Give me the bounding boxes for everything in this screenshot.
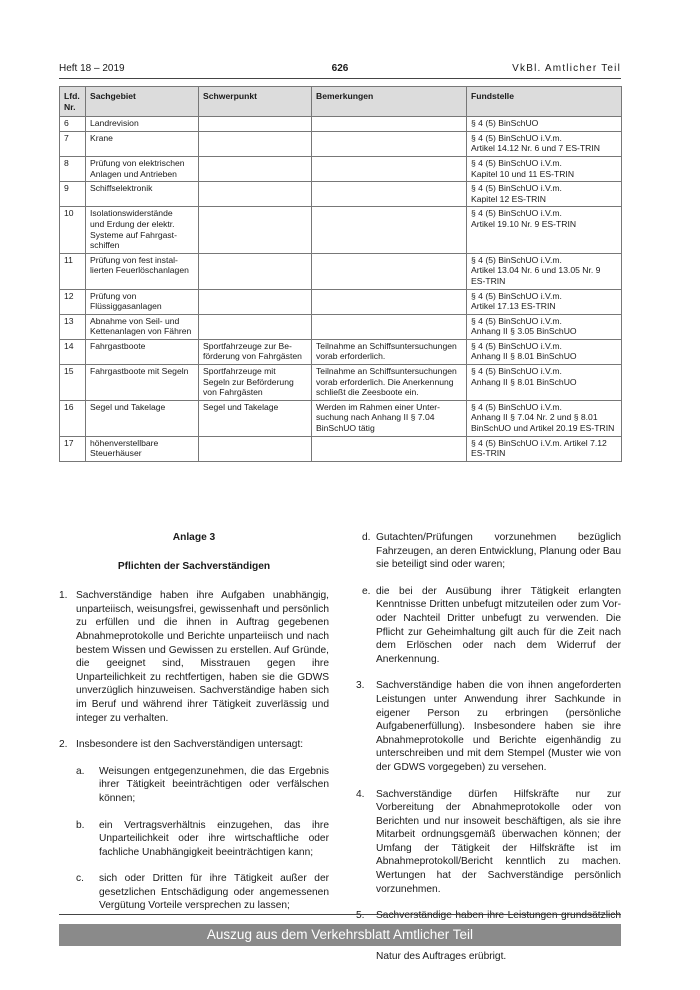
cell-bemerkungen	[312, 117, 467, 132]
sub-item-c	[59, 872, 329, 913]
sub-item-letter: b.	[76, 819, 85, 831]
cell-nr: 7	[60, 131, 86, 156]
cell-bemerkungen	[312, 253, 467, 289]
anlage-title: Anlage 3	[172, 532, 216, 543]
header-fundstelle: Fundstelle	[467, 87, 622, 117]
sub-item-d	[352, 531, 621, 572]
anlage-subtitle: Pflichten der Sachverständigen	[117, 560, 271, 572]
sub-item-letter: c.	[76, 873, 84, 885]
cell-nr: 11	[60, 253, 86, 289]
cell-nr: 14	[60, 339, 86, 364]
table-row	[60, 207, 622, 253]
table-row	[60, 339, 622, 364]
sub-item-letter: d.	[362, 532, 371, 543]
cell-fundstelle: § 4 (5) BinSchUO i.V.m. Anhang II § 3.05 BinSchUO	[467, 314, 622, 339]
sub-item-text: sich oder Dritten für ihre Tätigkeit außer der gesetzlichen Entschädigung oder angemessenen Vergütung Vorteile versprechen zu lassen;	[99, 873, 329, 912]
footer-divider	[59, 914, 621, 915]
cell-sachgebiet: Prüfung von elektrischen Anlagen und Antrieben	[86, 156, 199, 181]
cell-bemerkungen	[312, 436, 467, 461]
cell-fundstelle: § 4 (5) BinSchUO i.V.m. Artikel 19.10 Nr. 9 ES-TRIN	[467, 207, 622, 253]
table-row	[60, 253, 622, 289]
item-text: Sachverständige dürfen Hilfskräfte nur zur Vorbereitung der Abnahmeprotokolle oder von Berichten und nur insoweit beschäftigen, als sie ihre Mitarbeit ordnungsgemäß überwachen können; der Umfang der Tätigkeit der Hilfskräfte ist im Abnahmeprotokoll/Bericht kenntlich zu machen. Wertungen hat der Sachverständige persönlich vorzunehmen.	[376, 788, 621, 895]
duty-item-4	[352, 788, 621, 897]
cell-nr: 12	[60, 289, 86, 314]
cell-schwerpunkt: Segel und Takelage	[199, 400, 312, 436]
page-header	[59, 63, 621, 77]
cell-fundstelle: § 4 (5) BinSchUO i.V.m. Anhang II § 8.01 BinSchUO	[467, 339, 622, 364]
cell-bemerkungen: Werden im Rahmen einer Unter- suchung nach Anhang II § 7.04 BinSchUO tätig	[312, 400, 467, 436]
cell-sachgebiet: Prüfung von fest instal- lierten Feuerlöschanlagen	[86, 253, 199, 289]
cell-nr: 6	[60, 117, 86, 132]
sub-item-text: Weisungen entgegenzunehmen, die das Ergebnis ihrer Tätigkeit beeinträchtigen oder verfälschen können;	[99, 765, 329, 804]
footer-banner: Auszug aus dem Verkehrsblatt Amtlicher Teil	[59, 924, 621, 946]
item-number: 4.	[356, 788, 365, 800]
cell-bemerkungen: Teilnahme an Schiffsuntersuchungen vorab erforderlich.	[312, 339, 467, 364]
right-column	[352, 531, 621, 977]
cell-schwerpunkt	[199, 436, 312, 461]
cell-bemerkungen: Teilnahme an Schiffsuntersuchungen vorab erforderlich. Die Anerkennung schließt die Zeesboote ein.	[312, 365, 467, 401]
cell-bemerkungen	[312, 131, 467, 156]
cell-fundstelle: § 4 (5) BinSchUO i.V.m. Kapitel 10 und 11 ES-TRIN	[467, 156, 622, 181]
table-row	[60, 117, 622, 132]
table-row	[60, 131, 622, 156]
cell-sachgebiet: höhenverstellbare Steuerhäuser	[86, 436, 199, 461]
cell-schwerpunkt: Sportfahrzeuge mit Segeln zur Beförderung von Fahrgästen	[199, 365, 312, 401]
item-text: Sachverständige haben ihre Aufgaben unabhängig, unparteiisch, weisungsfrei, gewissenhaft und persönlich zu erfüllen und die ihnen in Auftrag gegebenen Abnahmeprotokolle und Berichte unparteiisch und nach bestem Wissen und Gewissen zu erstellen. Auf Gründe, die geeignet sind, Misstrauen gegen ihre Unparteilichkeit zu rechtfertigen, haben sie die GDWS unverzüglich hinzuweisen. Sachverständige haben sich im Beruf und während ihrer Tätigkeit zuverlässig und integer zu verhalten.	[76, 590, 329, 724]
cell-bemerkungen	[312, 314, 467, 339]
cell-bemerkungen	[312, 156, 467, 181]
cell-sachgebiet: Krane	[86, 131, 199, 156]
cell-sachgebiet: Fahrgastboote	[86, 339, 199, 364]
table-row	[60, 314, 622, 339]
cell-nr: 15	[60, 365, 86, 401]
cell-nr: 16	[60, 400, 86, 436]
item-text: Sachverständige haben die von ihnen angeforderten Leistungen unter Anwendung ihrer Sachkunde in eigener Person zu erbringen (persönliche Aufgabenerfüllung). Insbesondere haben sie ihre Abnahmeprotokolle und Berichte eigenhändig zu unterschreiben und mit dem Stempel (Muster wie von der GDWS vorgegeben) zu versehen.	[376, 680, 621, 773]
duty-item-2	[59, 738, 329, 752]
table-row	[60, 365, 622, 401]
table-row	[60, 400, 622, 436]
cell-fundstelle: § 4 (5) BinSchUO i.V.m. Anhang II § 8.01 BinSchUO	[467, 365, 622, 401]
cell-bemerkungen	[312, 289, 467, 314]
cell-schwerpunkt	[199, 156, 312, 181]
cell-fundstelle: § 4 (5) BinSchUO i.V.m. Artikel 13.04 Nr. 6 und 13.05 Nr. 9 ES-TRIN	[467, 253, 622, 289]
item-number: 5.	[356, 910, 365, 922]
cell-schwerpunkt	[199, 289, 312, 314]
cell-schwerpunkt	[199, 207, 312, 253]
cell-fundstelle: § 4 (5) BinSchUO i.V.m. Artikel 14.12 Nr. 6 und 7 ES-TRIN	[467, 131, 622, 156]
table-row	[60, 156, 622, 181]
cell-fundstelle: § 4 (5) BinSchUO i.V.m. Anhang II § 7.04 Nr. 2 und § 8.01 BinSchUO und Artikel 20.19 ES-TRIN	[467, 400, 622, 436]
cell-sachgebiet: Schiffselektronik	[86, 182, 199, 207]
cell-sachgebiet: Fahrgastboote mit Segeln	[86, 365, 199, 401]
cell-schwerpunkt	[199, 131, 312, 156]
sub-item-b	[59, 819, 329, 860]
cell-fundstelle: § 4 (5) BinSchUO i.V.m. Kapitel 12 ES-TRIN	[467, 182, 622, 207]
sub-item-text: die bei der Ausübung ihrer Tätigkeit erlangten Kenntnisse Dritten unbefugt mitzuteilen oder zum Vor- oder Nachteil Dritter unbefugt zu verwenden. Die Pflicht zur Geheimhaltung gilt auch für die Zeit nach dem Erlöschen oder nach dem Widerruf der Anerkennung.	[376, 585, 621, 665]
item-number: 3.	[356, 680, 365, 692]
fundstellen-table	[59, 86, 622, 462]
publication-label: VkBl. Amtlicher Teil	[512, 63, 621, 74]
sub-item-letter: a.	[76, 765, 85, 777]
sub-item-a	[59, 765, 329, 806]
item-text: Sachverständige haben ihre Leistungen grundsätzlich Natur des Auftrages erübrigt.	[376, 910, 621, 963]
duty-item-3	[352, 679, 621, 774]
sub-item-text: Gutachten/Prüfungen vorzunehmen bezüglich Fahrzeugen, an deren Entwicklung, Planung oder Bau sie beteiligt sind oder waren;	[376, 532, 621, 571]
cell-sachgebiet: Segel und Takelage	[86, 400, 199, 436]
cell-sachgebiet: Landrevision	[86, 117, 199, 132]
cell-nr: 9	[60, 182, 86, 207]
cell-fundstelle: § 4 (5) BinSchUO i.V.m. Artikel 7.12 ES-TRIN	[467, 436, 622, 461]
header-schwerpunkt: Schwerpunkt	[199, 87, 312, 117]
item-number: 1.	[59, 590, 68, 602]
cell-schwerpunkt	[199, 182, 312, 207]
duty-item-1	[59, 589, 329, 725]
table-row	[60, 289, 622, 314]
header-sachgebiet: Sachgebiet	[86, 87, 199, 117]
table-body	[60, 117, 622, 462]
item-number: 2.	[59, 739, 68, 751]
sub-item-text: ein Vertragsverhältnis einzugehen, das ihre Unparteilichkeit oder ihre wirtschaftliche oder fachliche Unabhängigkeit beeinträchtigen kann;	[99, 819, 329, 858]
cell-nr: 17	[60, 436, 86, 461]
cell-sachgebiet: Isolationswiderstände und Erdung der elektr. Systeme auf Fahrgast- schiffen	[86, 207, 199, 253]
header-bemerkungen: Bemerkungen	[312, 87, 467, 117]
cell-nr: 8	[60, 156, 86, 181]
cell-bemerkungen	[312, 207, 467, 253]
cell-sachgebiet: Abnahme von Seil- und Kettenanlagen von Fähren	[86, 314, 199, 339]
cell-bemerkungen	[312, 182, 467, 207]
table-header-row	[60, 87, 622, 117]
sub-item-e	[352, 585, 621, 667]
left-column	[59, 531, 329, 926]
cell-schwerpunkt	[199, 253, 312, 289]
sub-item-letter: e.	[362, 585, 371, 597]
cell-nr: 10	[60, 207, 86, 253]
cell-schwerpunkt	[199, 117, 312, 132]
table-row	[60, 182, 622, 207]
page-number: 626	[331, 63, 349, 74]
cell-schwerpunkt	[199, 314, 312, 339]
item-text: Insbesondere ist den Sachverständigen untersagt:	[76, 739, 304, 751]
cell-nr: 13	[60, 314, 86, 339]
cell-schwerpunkt: Sportfahrzeuge zur Be- förderung von Fahrgästen	[199, 339, 312, 364]
cell-sachgebiet: Prüfung von Flüssiggasanlagen	[86, 289, 199, 314]
header-nr: Lfd. Nr.	[60, 87, 86, 117]
cell-fundstelle: § 4 (5) BinSchUO	[467, 117, 622, 132]
issue-label: Heft 18 – 2019	[59, 63, 125, 74]
cell-fundstelle: § 4 (5) BinSchUO i.V.m. Artikel 17.13 ES-TRIN	[467, 289, 622, 314]
table-row	[60, 436, 622, 461]
header-divider	[59, 78, 621, 79]
